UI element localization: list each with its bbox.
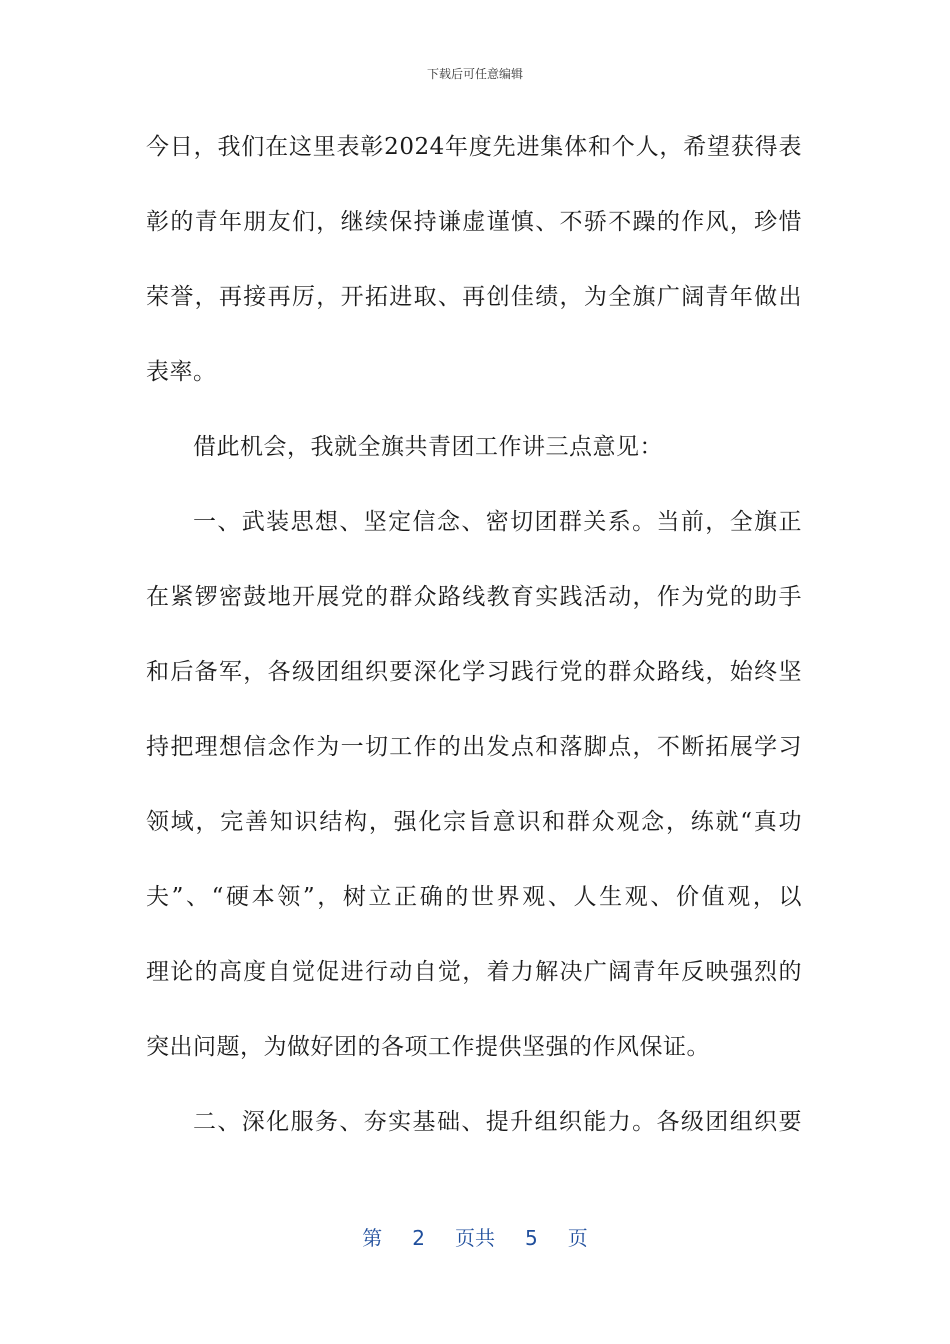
text-line: 在紧锣密鼓地开展党的群众路线教育实践活动，作为党的助手: [146, 584, 802, 610]
text-line: 和后备军，各级团组织要深化学习践行党的群众路线，始终坚: [146, 659, 802, 685]
page-footer: [0, 1224, 950, 1252]
paragraph-start-line: 一、武装思想、坚定信念、密切团群关系。当前，全旗正: [193, 509, 802, 535]
footer-suffix: 页: [567, 1226, 588, 1250]
footer-middle: 页共: [455, 1226, 495, 1250]
text-line: 表率。: [146, 359, 217, 385]
header-note: 下载后可任意编辑: [426, 67, 523, 81]
text-line: 彰的青年朋友们，继续保持谦虚谨慎、不骄不躁的作风，珍惜: [146, 209, 802, 235]
total-pages-number: 5: [525, 1226, 538, 1250]
paragraph-start-line: 二、深化服务、夯实基础、提升组织能力。各级团组织要: [193, 1109, 802, 1135]
document-body: [146, 126, 802, 1176]
text-line: 今日，我们在这里表彰2024年度先进集体和个人，希望获得表: [146, 134, 802, 160]
footer-prefix: 第: [362, 1226, 383, 1250]
paragraph-start-line: 借此机会，我就全旗共青团工作讲三点意见：: [193, 434, 663, 460]
text-line: 突出问题，为做好团的各项工作提供坚强的作风保证。: [146, 1034, 710, 1060]
text-line: 夫”、“硬本领”，树立正确的世界观、人生观、价值观，以: [146, 884, 802, 910]
current-page-number: 2: [412, 1226, 425, 1250]
text-line: 理论的高度自觉促进行动自觉，着力解决广阔青年反映强烈的: [146, 959, 802, 985]
text-line: 持把理想信念作为一切工作的出发点和落脚点，不断拓展学习: [146, 734, 802, 760]
text-line: 领域，完善知识结构，强化宗旨意识和群众观念，练就“真功: [146, 809, 802, 835]
page-header: [0, 66, 950, 82]
text-line: 荣誉，再接再厉，开拓进取、再创佳绩，为全旗广阔青年做出: [146, 284, 802, 310]
